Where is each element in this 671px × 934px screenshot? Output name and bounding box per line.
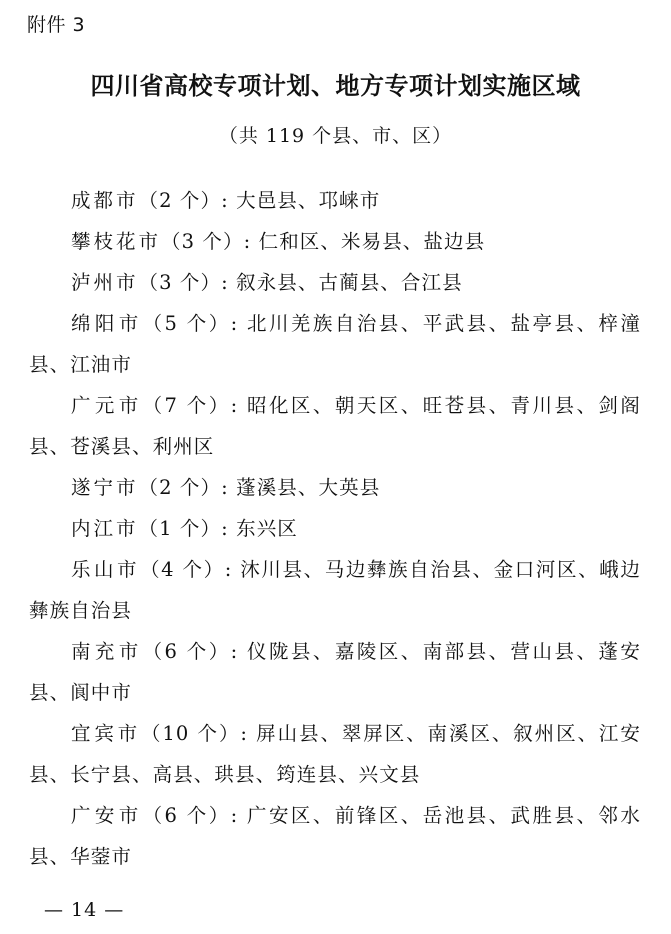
- area-count: （2 个）:: [138, 189, 229, 212]
- area-names: 东兴区: [236, 517, 298, 540]
- area-names: 北川羌族自治县、平武县、盐亭县、梓潼县、江油市: [29, 312, 641, 376]
- list-item: [29, 221, 641, 262]
- area-names: 仁和区、米易县、盐边县: [258, 230, 486, 253]
- area-count: （10 个）:: [140, 722, 249, 745]
- area-names: 屏山县、翠屏区、南溪区、叙州区、江安县、长宁县、高县、珙县、筠连县、兴文县: [29, 722, 641, 786]
- city-name: 广安市: [71, 804, 143, 827]
- list-item: [29, 508, 641, 549]
- city-name: 广元市: [71, 394, 143, 417]
- area-count: （3 个）:: [138, 271, 229, 294]
- city-name: 成都市: [71, 189, 139, 212]
- city-name: 泸州市: [71, 271, 139, 294]
- area-count: （1 个）:: [138, 517, 229, 540]
- area-count: （7 个）:: [142, 394, 239, 417]
- list-item: [29, 795, 641, 877]
- list-item: [29, 303, 641, 385]
- page-number: — 14 —: [44, 899, 125, 921]
- list-item: [29, 385, 641, 467]
- city-name: 乐山市: [71, 558, 141, 581]
- area-names: 大邑县、邛崃市: [236, 189, 381, 212]
- document-title: 四川省高校专项计划、地方专项计划实施区域: [90, 72, 581, 100]
- area-count: （6 个）:: [142, 804, 239, 827]
- document-subtitle: （共 119 个县、市、区）: [218, 125, 453, 147]
- area-names: 昭化区、朝天区、旺苍县、青川县、剑阁县、苍溪县、利州区: [29, 394, 641, 458]
- list-item: [29, 713, 641, 795]
- area-count: （6 个）:: [142, 640, 239, 663]
- area-names: 叙永县、古蔺县、合江县: [236, 271, 463, 294]
- city-name: 内江市: [71, 517, 139, 540]
- area-count: （3 个）:: [161, 230, 252, 253]
- attachment-label: 附件 3: [27, 14, 86, 36]
- area-names: 蓬溪县、大英县: [236, 476, 381, 499]
- region-list: [29, 180, 641, 877]
- city-name: 绵阳市: [71, 312, 143, 335]
- city-name: 遂宁市: [71, 476, 139, 499]
- city-name: 南充市: [71, 640, 143, 663]
- city-name: 攀枝花市: [71, 230, 162, 253]
- area-count: （4 个）:: [140, 558, 233, 581]
- area-count: （2 个）:: [138, 476, 229, 499]
- list-item: [29, 262, 641, 303]
- area-names: 沐川县、马边彝族自治县、金口河区、峨边彝族自治县: [29, 558, 641, 622]
- list-item: [29, 549, 641, 631]
- list-item: [29, 631, 641, 713]
- area-names: 广安区、前锋区、岳池县、武胜县、邻水县、华蓥市: [29, 804, 641, 868]
- area-names: 仪陇县、嘉陵区、南部县、营山县、蓬安县、阆中市: [29, 640, 641, 704]
- list-item: [29, 467, 641, 508]
- list-item: [29, 180, 641, 221]
- city-name: 宜宾市: [71, 722, 141, 745]
- area-count: （5 个）:: [142, 312, 239, 335]
